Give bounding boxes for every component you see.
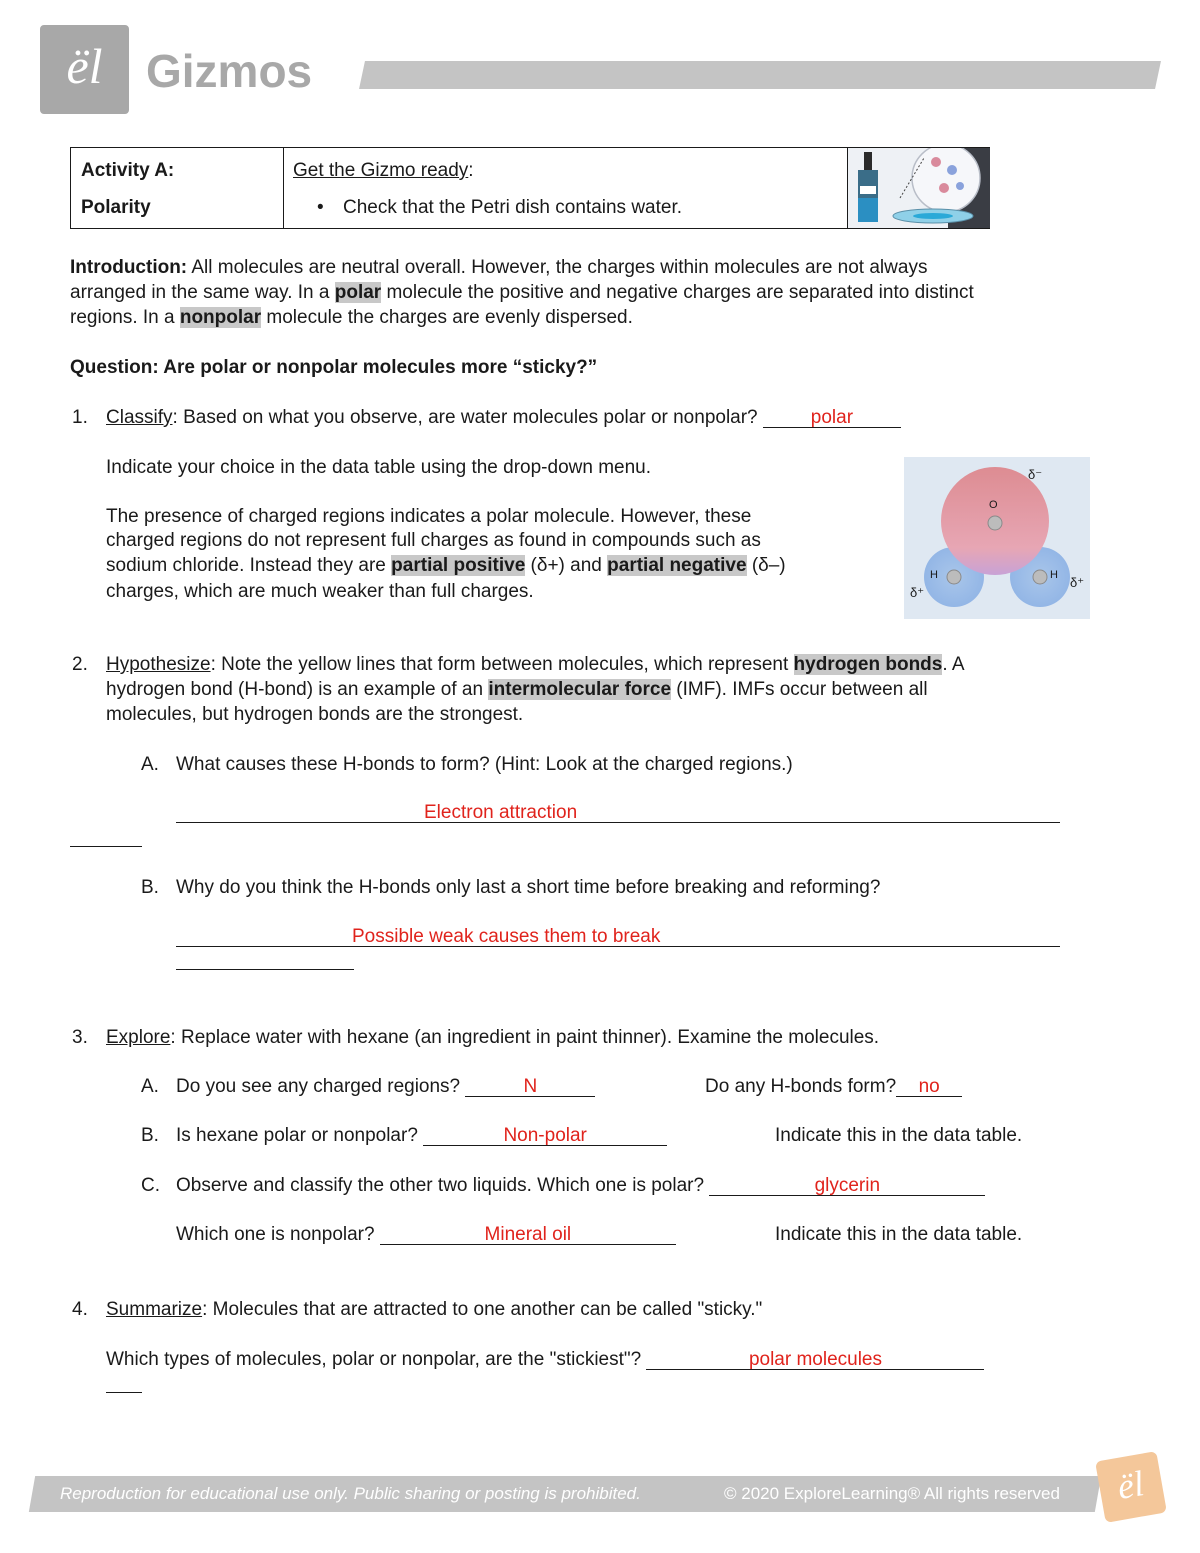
intro-line-2 [70,280,974,305]
q3b-indicate: Indicate this in the data table. [775,1125,1023,1146]
q2-verb: Hypothesize [106,654,211,675]
logo-glyph: ël [66,38,103,94]
term-nonpolar: nonpolar [179,307,262,328]
delta-minus-label: δ⁻ [1028,467,1043,482]
q2a-answer-field[interactable] [176,800,1060,825]
q2a-answer: Electron attraction [424,802,578,823]
q3a-answer-field[interactable]: N [465,1074,595,1097]
q3c-question: Observe and classify the other two liquids. Which one is polar? [176,1175,710,1196]
q3a2-answer-field[interactable]: no [896,1074,962,1097]
q1-answer-field[interactable]: polar [763,405,901,428]
q3d-question: Which one is nonpolar? [176,1224,380,1245]
activity-title-cell [71,148,284,228]
q2-line-2 [106,677,928,702]
activity-label: Activity A: [81,160,175,181]
water-molecule-diagram [904,457,1090,619]
q3b-question: Is hexane polar or nonpolar? [176,1125,424,1146]
term-polar: polar [334,282,382,303]
q3b-label: B. [141,1125,159,1146]
q1-indicate: Indicate your choice in the data table using the drop-down menu. [106,457,652,478]
q4-text: : Molecules that are attracted to one another can be called "sticky." [202,1299,763,1320]
q3a2-question: Do any H-bonds form? [705,1076,897,1097]
activity-name: Polarity [81,197,151,218]
gizmo-thumbnail [847,148,990,228]
q3c-line [176,1173,985,1198]
activity-table [70,147,990,229]
q3-line [106,1025,879,1050]
q3a-line [176,1074,595,1099]
q3c-label: C. [141,1175,160,1196]
atom-o-label: O [989,499,998,511]
q2-line-1b: . A [942,654,965,675]
term-hydrogen-bonds: hydrogen bonds [793,654,943,675]
q3-verb: Explore [106,1027,171,1048]
ready-colon: : [468,160,474,181]
q1-line [106,405,901,430]
ready-heading [293,158,474,183]
water-molecule-image [904,457,1090,619]
q2-line-1 [106,652,965,677]
explorelearning-badge [1095,1451,1167,1523]
intro-line-3a: regions. In a [70,307,180,328]
q3d-line [176,1222,676,1247]
q2b-label: B. [141,877,159,898]
delta-plus-left-label: δ⁺ [910,585,925,600]
q4-line [106,1297,762,1322]
q1-para-3 [106,553,786,578]
q1-verb: Classify [106,407,173,428]
q2b-question: Why do you think the H-bonds only last a short time before breaking and reforming? [176,877,881,898]
ready-bullet: • Check that the Petri dish contains water. [317,197,683,218]
q1-para-4: charges, which are much weaker than full charges. [106,581,534,602]
q4-number: 4. [72,1299,88,1320]
header-bar [359,61,1161,89]
badge-glyph: ël [1114,1463,1147,1507]
q3a-question: Do you see any charged regions? [176,1076,466,1097]
footer-copyright: © 2020 ExploreLearning® All rights reserved [724,1484,1060,1503]
q2b-answer: Possible weak causes them to break [352,926,661,947]
q1-number: 1. [72,407,88,428]
q2b-answer-overflow-line [176,969,354,970]
q4-verb: Summarize [106,1299,203,1320]
q4-answer-overflow-line [106,1392,142,1393]
q3-text: : Replace water with hexane (an ingredient in paint thinner). Examine the molecules. [170,1027,880,1048]
ready-bullet-text: Check that the Petri dish contains water. [343,197,683,218]
intro-line-3b: molecule the charges are evenly dispersed. [261,307,633,328]
intro-lead: Introduction: [70,257,188,278]
q3b-line [176,1123,667,1148]
ready-title: Get the Gizmo ready [293,160,469,181]
q1-para-3c: (δ–) [746,555,786,576]
q1-text: : Based on what you observe, are water molecules polar or nonpolar? [172,407,763,428]
q2a-label: A. [141,754,159,775]
term-partial-positive: partial positive [391,555,526,576]
q1-para-3b: (δ+) and [525,555,608,576]
q1-para-2: charged regions do not represent full charges as found in compounds such as [106,530,761,551]
q4-question-line [106,1347,984,1372]
intro-line-2a: arranged in the same way. In a [70,282,335,303]
atom-h-left-label: H [930,569,938,581]
intro-line-1 [70,255,927,280]
q2-line-1a: : Note the yellow lines that form between molecules, which represent [210,654,794,675]
atom-h-right-label: H [1050,569,1058,581]
q3d-answer-field[interactable]: Mineral oil [380,1222,676,1245]
q1-para-3a: sodium chloride. Instead they are [106,555,392,576]
delta-plus-right-label: δ⁺ [1070,575,1085,590]
q2-line-2b: (IMF). IMFs occur between all [671,679,928,700]
intro-line-3 [70,305,633,330]
q3c-answer-field[interactable]: glycerin [709,1173,985,1196]
footer-notice: Reproduction for educational use only. Public sharing or posting is prohibited. [60,1484,641,1503]
q3-number: 3. [72,1027,88,1048]
intro-line-2b: molecule the positive and negative charges are separated into distinct [381,282,974,303]
brand-name: Gizmos [146,45,313,97]
q2-line-3: molecules, but hydrogen bonds are the strongest. [106,704,524,725]
q2a-answer-overflow-line [70,846,142,847]
q1-para-1: The presence of charged regions indicates a polar molecule. However, these [106,506,752,527]
dropper-petri-illustration [848,148,990,228]
q3d-indicate: Indicate this in the data table. [775,1224,1023,1245]
intro-line-1-text: All molecules are neutral overall. However, the charges within molecules are not always [187,257,928,278]
q2a-question: What causes these H-bonds to form? (Hint: Look at the charged regions.) [176,754,793,775]
q2-line-2a: hydrogen bond (H-bond) is an example of an [106,679,489,700]
q3a-label: A. [141,1076,159,1097]
q4-question: Which types of molecules, polar or nonpolar, are the "stickiest"? [106,1349,647,1370]
gizmos-logo [40,25,129,114]
q3a2-line [705,1074,962,1099]
q3b-answer-field[interactable]: Non-polar [423,1123,667,1146]
q4-answer-field[interactable]: polar molecules [646,1347,984,1370]
term-partial-negative: partial negative [607,555,747,576]
q2b-answer-field[interactable] [176,924,1060,949]
q2-number: 2. [72,654,88,675]
term-intermolecular-force: intermolecular force [488,679,672,700]
question-heading: Question: Are polar or nonpolar molecules more “sticky?” [70,357,598,378]
